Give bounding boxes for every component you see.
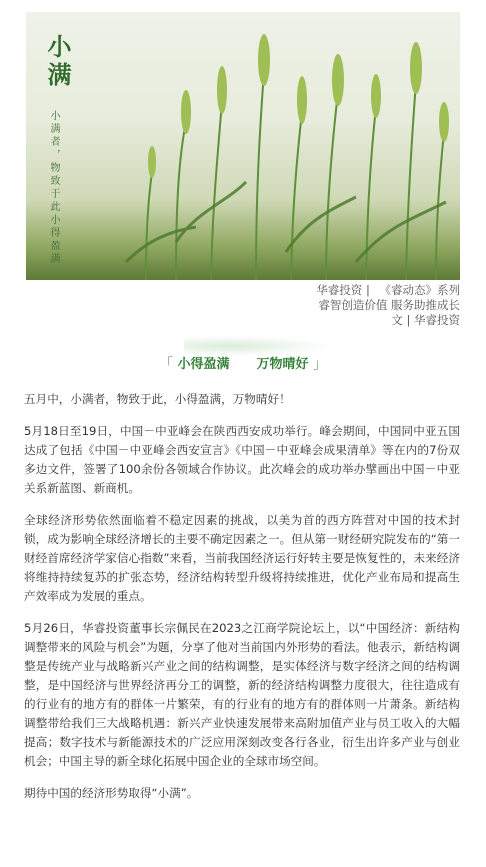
credit-line-1	[0, 283, 460, 298]
credit-separator: |	[365, 283, 370, 297]
paragraph-summit: 5月18日至19日，中国－中亚峰会在陕西西安成功举行。峰会期间，中国同中亚五国达成了包括《中国－中亚峰会西安宣言》《中国－中亚峰会成果清单》等在内的7份双多边文件，签署了100余份各领域合作协议。此次峰会的成功举办擘画出中国－中亚关系新蓝图、新商机。	[24, 424, 460, 495]
paragraph-intro: 五月中，小满者，物致于此，小得盈满，万物晴好！	[24, 392, 291, 406]
paragraph-chairman-speech: 5月26日，华睿投资董事长宗佩民在2023之江商学院论坛上，以“中国经济：新结构调整带来的风险与机会”为题，分享了他对当前国内外形势的看法。他表示，新结构调整是传统产业与战略新兴产业之间的结构调整，是实体经济与数字经济之间的结构调整，是中国经济与世界经济再分工的调整，新的经济结构调整力度很大，往往造成有的行业有的地方有的群体一片繁荣，有的行业有的地方有的群体则一片萧条。新结构调整带给我们三大战略机遇：新兴产业快速发展带来高附加值产业与员工收入的大幅提高；数字技术与新能源技术的广泛应用深刻改变各行各业，衍生出许多产业与创业机会；中国主导的新全球化拓展中国企业的全球市场空间。	[24, 621, 460, 768]
paragraph-closing: 期待中国的经济形势取得“小满”。	[24, 786, 199, 800]
credit-series: 《睿动态》系列	[379, 283, 460, 297]
credit-line-2: 睿智创造价值 服务助推成长	[318, 298, 460, 312]
decorative-divider	[0, 330, 486, 354]
hero-banner-image	[26, 12, 460, 280]
headline-right-bracket: 」	[313, 357, 327, 372]
headline-part-2: 万物晴好	[256, 357, 309, 372]
credit-org: 华睿投资	[316, 283, 363, 297]
hero-title: 小满	[43, 34, 72, 90]
headline-part-1: 小得盈满	[177, 357, 230, 372]
headline-left-bracket: 「	[159, 357, 173, 372]
leaf-decoration	[184, 336, 334, 356]
credit-line-3: 文 | 华睿投资	[391, 313, 460, 327]
wheat-field-illustration	[26, 12, 460, 280]
section-headline	[0, 354, 486, 376]
article-credit	[0, 283, 460, 328]
paragraph-global-economy: 全球经济形势依然面临着不稳定因素的挑战，以美为首的西方阵营对中国的技术封锁，成为影响全球经济增长的主要不确定因素之一。但从第一财经研究院发布的“第一财经首席经济学家信心指数”来看，当前我国经济运行好转主要是恢复性的，未来经济将维持持续复苏的扩张态势，经济结构转型升级将持续推进，优化产业布局和提高生产效率成为发展的重点。	[24, 513, 460, 603]
article-body	[24, 390, 460, 803]
hero-subtitle: 小满者，物致于此小得盈满	[48, 110, 59, 266]
